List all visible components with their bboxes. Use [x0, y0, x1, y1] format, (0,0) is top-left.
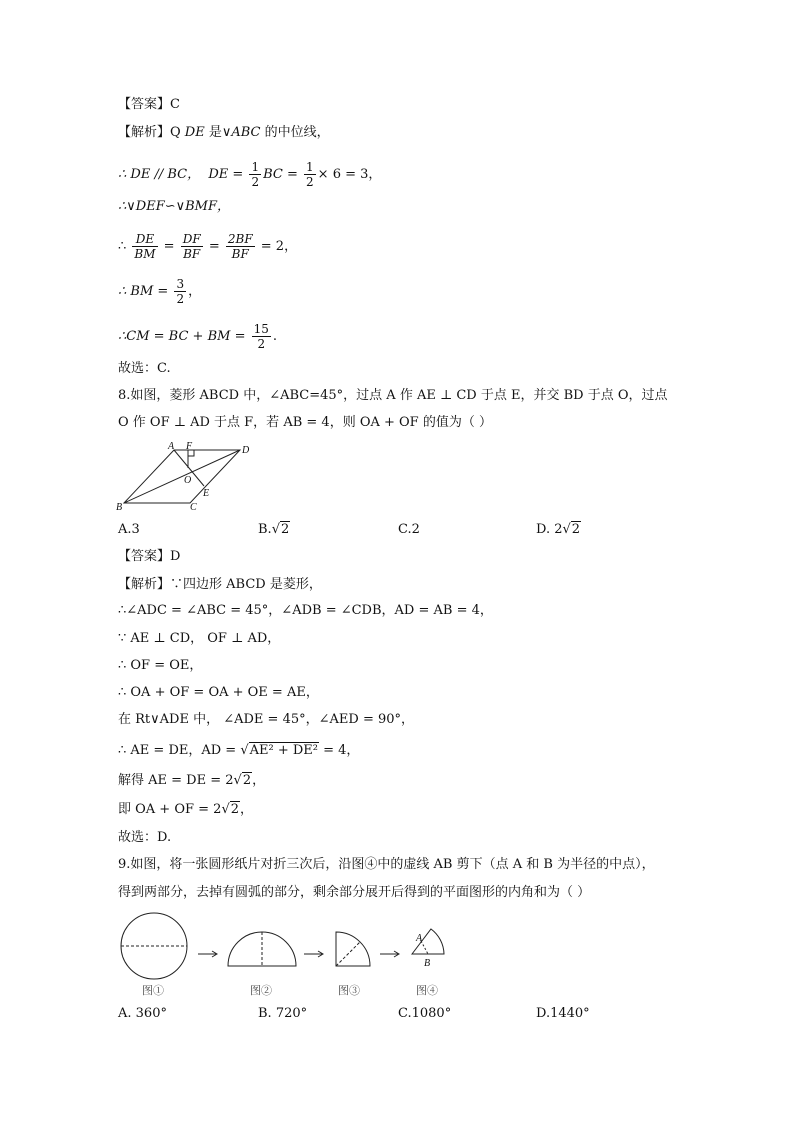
fraction: $\frac{15}{2}$ [253, 322, 269, 351]
q8-analysis-line5: ∴ OA + OF = OA + OE = AE， [118, 685, 319, 700]
q7-analysis-line2: ∴ DE // BC， DE = $\frac{1}{2}$ BC = $\frac{1}{2}$ × 6 = 3， [118, 160, 382, 189]
fraction: $\frac{1}{2}$ [251, 160, 260, 189]
label-c: C [190, 502, 197, 512]
q8-stem-line1: 8.如图，菱形 ABCD 中，∠ABC=45°，过点 A 作 AE ⊥ CD 于点 E，并交 BD 于点 O，过点 [118, 388, 668, 403]
q7-conclusion: 故选：C. [118, 361, 171, 376]
q8-analysis-line6: 在 Rt∨ADE 中， ∠ADE = 45°，∠AED = 90°， [118, 712, 415, 727]
fraction: $\frac{DE}{BM}$ [134, 232, 156, 261]
fraction: $\frac{1}{2}$ [306, 160, 314, 189]
diagonal-bd [124, 450, 240, 503]
q9-option-c: C.1080° [398, 1006, 452, 1021]
fig3-dashed-line [336, 942, 360, 966]
q9-option-b: B. 720° [258, 1006, 308, 1021]
q8-analysis-line9: 即 OA + OF = 2√2， [118, 802, 254, 817]
fraction: $\frac{2BF}{BF}$ [227, 232, 253, 261]
q8-analysis-line8: 解得 AE = DE = 2√2， [118, 773, 266, 788]
q7-analysis-line3: ∴∨DEF∽∨BMF， [118, 199, 231, 214]
label-e: E [203, 488, 210, 499]
fig4-caption: 图④ [416, 985, 438, 997]
q8-analysis-line1: 【解析】∵四边形 ABCD 是菱形， [118, 577, 322, 592]
q8-analysis-line4: ∴ OF = OE， [118, 658, 203, 673]
label-f: F [186, 441, 193, 452]
fraction: $\frac{DF}{BF}$ [182, 232, 201, 261]
label-a: A [168, 441, 175, 452]
fraction: $\frac{3}{2}$ [176, 277, 185, 306]
q8-option-c: C.2 [398, 522, 420, 537]
fig4-label-b: B [424, 958, 431, 969]
q8-analysis-line2: ∴∠ADC = ∠ABC = 45°，∠ADB = ∠CDB，AD = AB = 4， [118, 603, 493, 618]
q8-option-a: A.3 [118, 522, 140, 537]
q8-rhombus-figure [116, 440, 256, 512]
q7-analysis-line1: 【解析】Q DE 是∨ABC 的中位线， [118, 125, 330, 140]
q9-option-a: A. 360° [118, 1006, 167, 1021]
label-d: D [242, 445, 250, 456]
q8-analysis-line7: ∴ AE = DE，AD = √AE² + DE² = 4， [118, 743, 360, 758]
label-o: O [184, 475, 192, 486]
q8-answer: 【答案】D [118, 549, 181, 564]
label-b: B [116, 502, 123, 512]
fig2-caption: 图② [250, 985, 272, 997]
q8-stem-line2: O 作 OF ⊥ AD 于点 F，若 AB = 4，则 OA + OF 的值为（ ） [118, 415, 492, 430]
fig3-caption: 图③ [338, 985, 360, 997]
q7-answer: 【答案】C [118, 97, 180, 112]
q8-conclusion: 故选：D. [118, 830, 172, 845]
q8-option-b: B.√2 [258, 522, 290, 537]
fig1-caption: 图① [142, 985, 164, 997]
q9-folding-figure [116, 908, 456, 1000]
q7-analysis-line4: ∴ $\frac{DE}{BM}$ = $\frac{DF}{BF}$ = $\frac{2BF}{BF}$ = 2， [118, 232, 298, 261]
q7-analysis-line6: ∴CM = BC + BM = $\frac{15}{2}$ . [118, 322, 278, 351]
fig4-label-a: A [416, 933, 423, 944]
q7-analysis-line5: ∴ BM = $\frac{3}{2}$ ， [118, 277, 202, 306]
q8-option-d: D. 2√2 [536, 522, 581, 537]
q9-option-d: D.1440° [536, 1006, 590, 1021]
q9-stem-line1: 9.如图，将一张圆形纸片对折三次后，沿图④中的虚线 AB 剪下（点 A 和 B 为半径的中点）， [118, 857, 655, 872]
q8-analysis-line3: ∵ AE ⊥ CD， OF ⊥ AD， [118, 631, 281, 646]
q9-stem-line2: 得到两部分，去掉有圆弧的部分，剩余部分展开后得到的平面图形的内角和为（ ） [118, 885, 591, 900]
